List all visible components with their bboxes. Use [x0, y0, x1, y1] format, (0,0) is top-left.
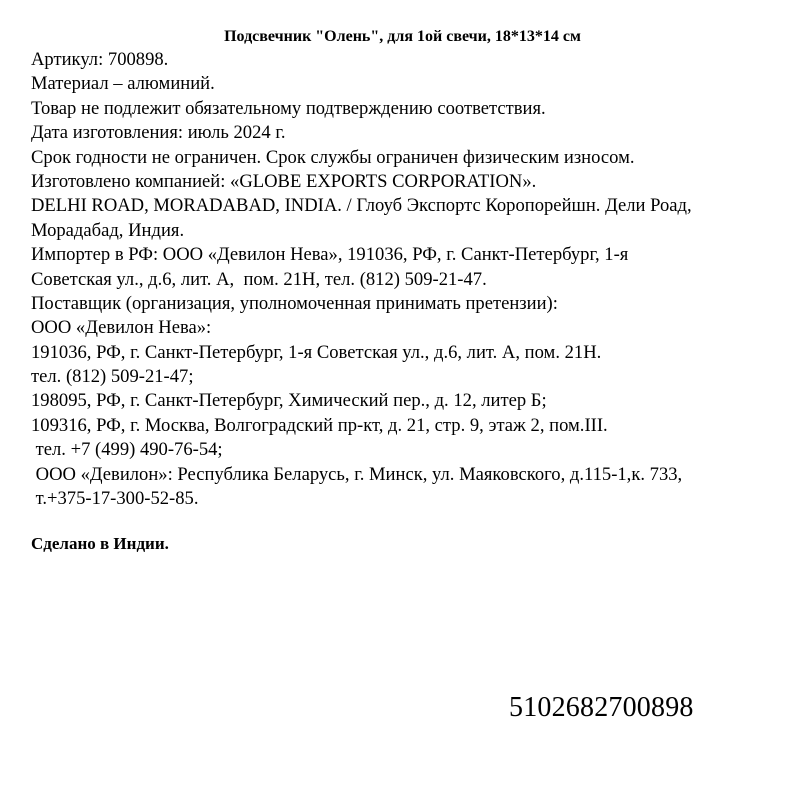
manufacturer-address-line-2: Морадабад, Индия.	[31, 219, 185, 241]
barcode-number: 5102682700898	[509, 692, 694, 723]
product-info	[31, 48, 781, 511]
shelf-life-line: Срок годности не ограничен. Срок службы ограничен физическим износом.	[31, 146, 635, 168]
article-line: Артикул: 700898.	[31, 49, 169, 70]
material-line: Материал – алюминий.	[31, 73, 215, 95]
supplier-address-spb-line: 191036, РФ, г. Санкт-Петербург, 1-я Советская ул., д.6, лит. А, пом. 21Н.	[31, 341, 602, 363]
supplier-address-spb-2-line: 198095, РФ, г. Санкт-Петербург, Химический пер., д. 12, литер Б;	[31, 390, 547, 412]
supplier-phone-moscow-line: тел. +7 (499) 490-76-54;	[31, 439, 223, 461]
supplier-address-moscow-line: 109316, РФ, г. Москва, Волгоградский пр-кт, д. 21, стр. 9, этаж 2, пом.III.	[31, 414, 608, 436]
manufacturer-line: Изготовлено компанией: «GLOBE EXPORTS CORPORATION».	[31, 170, 537, 192]
supplier-phone-belarus-line: т.+375-17-300-52-85.	[31, 488, 199, 510]
supplier-heading-line: Поставщик (организация, уполномоченная принимать претензии):	[31, 292, 558, 314]
manufacturer-address-line: DELHI ROAD, MORADABAD, INDIA. / Глоуб Экспортс Коропорейшн. Дели Роад,	[31, 195, 692, 217]
product-title: Подсвечник "Олень", для 1ой свечи, 18*13*14 см	[224, 28, 581, 45]
importer-line: Импортер в РФ: ООО «Девилон Нева», 191036, РФ, г. Санкт-Петербург, 1-я	[31, 244, 629, 266]
certification-line: Товар не подлежит обязательному подтверждению соответствия.	[31, 97, 546, 119]
importer-address-line: Советская ул., д.6, лит. А, пом. 21Н, тел. (812) 509-21-47.	[31, 268, 487, 290]
manufacture-date-line: Дата изготовления: июль 2024 г.	[31, 122, 286, 144]
country-of-origin: Сделано в Индии.	[31, 534, 169, 553]
supplier-phone-spb-line: тел. (812) 509-21-47;	[31, 366, 194, 388]
supplier-belarus-line: ООО «Девилон»: Республика Беларусь, г. Минск, ул. Маяковского, д.115-1,к. 733,	[31, 463, 683, 485]
supplier-name-line: ООО «Девилон Нева»:	[31, 317, 212, 339]
